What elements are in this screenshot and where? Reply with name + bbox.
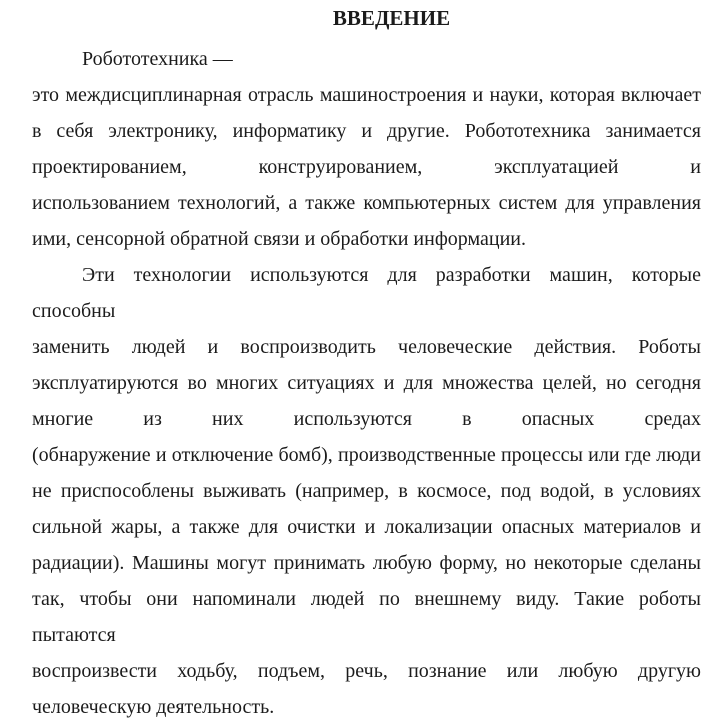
text-line: эксплуатируются во многих ситуациях и для множества целей, но сегодня — [32, 372, 701, 394]
document-title: ВВЕДЕНИЕ — [332, 6, 451, 30]
text-line: ими, сенсорной обратной связи и обработки информации. — [32, 228, 526, 250]
text-line: воспроизвести ходьбу, подъем, речь, познание или любую другую — [32, 660, 701, 682]
text-line: радиации). Машины могут принимать любую форму, но некоторые сделаны — [32, 552, 701, 574]
text-line: Эти технологии используются для разработки машин, которые способны — [32, 264, 701, 322]
text-line: заменить людей и воспроизводить человеческие действия. Роботы — [32, 336, 701, 358]
text-line: в себя электронику, информатику и другие. Робототехника занимается — [32, 120, 701, 142]
text-line: многие из них используются в опасных средах — [32, 408, 701, 430]
text-line: человеческую деятельность. — [32, 696, 275, 718]
paragraph-intro-definition — [32, 41, 701, 257]
text-line: не приспособлены выживать (например, в космосе, под водой, в условиях — [32, 480, 701, 502]
paragraph-robot-usage — [32, 257, 701, 725]
text-line: так, чтобы они напоминали людей по внешнему виду. Такие роботы пытаются — [32, 588, 701, 646]
text-line: сильной жары, а также для очистки и локализации опасных материалов и — [32, 516, 701, 538]
text-line: использованием технологий, а также компьютерных систем для управления — [32, 192, 701, 214]
text-line: проектированием, конструированием, эксплуатацией и — [32, 156, 701, 178]
text-line: (обнаружение и отключение бомб), производственные процессы или где люди — [32, 444, 701, 466]
text-line: Робототехника — — [82, 48, 233, 70]
text-line: это междисциплинарная отрасль машиностроения и науки, которая включает — [32, 84, 701, 106]
